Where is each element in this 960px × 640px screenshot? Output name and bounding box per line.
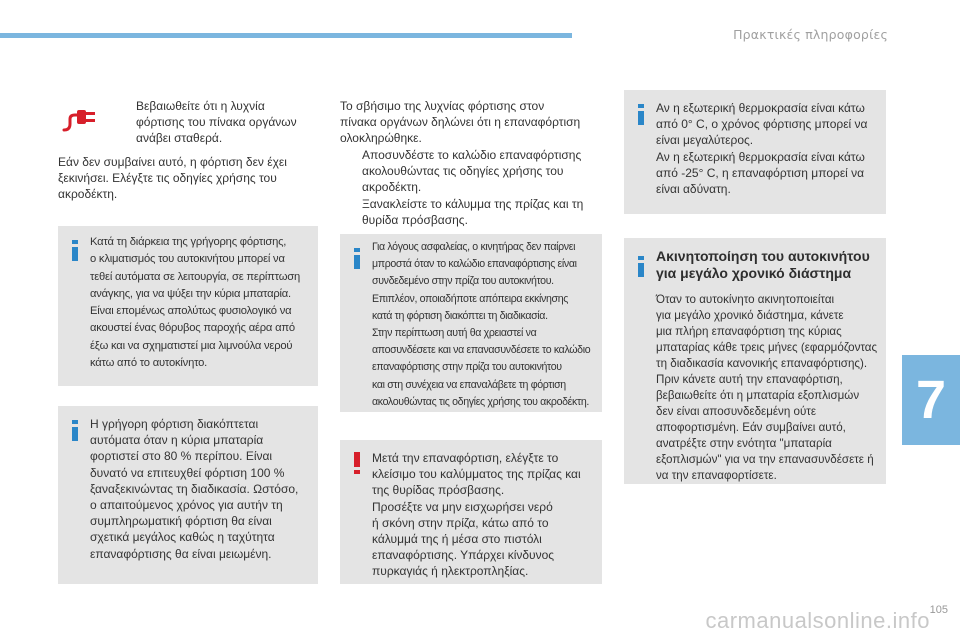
watermark: carmanualsonline.info — [705, 608, 930, 633]
info-line: επαναφόρτισης στην πρίζα του αυτοκινήτου — [372, 361, 562, 374]
info-line: έξω και να σχηματιστεί μια λιμνούλα νερού — [90, 339, 293, 352]
immobilisation-title: Ακινητοποίηση του αυτοκινήτου — [656, 248, 870, 264]
info-line: αποσυνδέσετε και να επανασυνδέσετε το καλώδιο — [372, 344, 591, 357]
para-line: πίνακα οργάνων δηλώνει ότι η επαναφόρτιση — [340, 115, 581, 129]
info-line: κάτω από το αυτοκίνητο. — [90, 357, 208, 370]
warning-icon — [354, 452, 360, 474]
para-line: ολοκληρώθηκε. — [340, 131, 422, 145]
info-line: τη διαδικασία κανονικής επαναφόρτισης). — [656, 357, 868, 370]
info-line: Όταν το αυτοκίνητο ακινητοποιείται — [656, 293, 835, 306]
info-icon — [72, 240, 78, 261]
info-box-safety — [340, 234, 602, 412]
not-started-paragraph — [58, 154, 287, 202]
info-line: Η γρήγορη φόρτιση διακόπτεται — [90, 417, 259, 431]
info-line: από -25° C, η επαναφόρτιση μπορεί να — [656, 165, 865, 180]
info-line: Αν η εξωτερική θερμοκρασία είναι κάτω — [656, 101, 865, 115]
info-line: Για λόγους ασφαλείας, ο κινητήρας δεν παίρνει — [372, 241, 576, 253]
info-icon — [72, 420, 78, 441]
info-line: ο απαιτούμενος χρόνος για αυτήν τη — [90, 498, 283, 513]
info-line: μια πλήρη επαναφόρτιση της κύριας — [656, 325, 842, 338]
para-line: ξεκινήσει. Ελέγξτε τις οδηγίες χρήσης του — [58, 171, 277, 185]
bullet-line: Βεβαιωθείτε ότι η λυχνία — [136, 99, 265, 113]
warning-line: κάλυμμά της ή μέσα στο πιστόλι — [372, 532, 542, 547]
warning-line: Μετά την επαναφόρτιση, ελέγξτε το — [372, 451, 559, 465]
info-line: Πριν κάνετε αυτή την επαναφόρτιση, — [656, 373, 843, 386]
warning-box-water — [340, 440, 602, 584]
info-line: Είναι επομένως απολύτως φυσιολογικό να — [90, 305, 292, 318]
close-cover-bullet — [340, 196, 583, 228]
info-icon — [354, 248, 360, 269]
info-line: είναι αδύνατη. — [656, 182, 731, 197]
info-line: Κατά τη διάρκεια της γρήγορης φόρτισης, — [90, 236, 287, 248]
para-line: Το σβήσιμο της λυχνίας φόρτισης στον — [340, 99, 545, 113]
chapter-tab — [902, 355, 960, 445]
bullet-line: θυρίδα πρόσβασης. — [362, 213, 468, 227]
info-line: ακουστεί ένας θόρυβος παροχής αέρα από — [90, 322, 295, 335]
info-line: να την επαναφορτίσετε. — [656, 469, 777, 482]
warning-line: πυρκαγιάς ή ηλεκτροπληξίας. — [372, 564, 529, 579]
info-line: ο κλιματισμός του αυτοκινήτου μπορεί να — [90, 253, 285, 266]
info-line: επαναφόρτισης θα είναι μειωμένη. — [90, 546, 272, 561]
info-line: ανατρέξτε στην ενότητα "μπαταρία — [656, 437, 832, 450]
info-line: βεβαιωθείτε ότι η μπαταρία εξοπλισμών — [656, 389, 860, 402]
info-line: ξαναξεκινώντας τη διαδικασία. Ωστόσο, — [90, 481, 299, 496]
info-line: φορτιστεί στο 80 % περίπου. Είναι — [90, 449, 273, 464]
bullet-line: ανάβει σταθερά. — [136, 131, 223, 145]
info-line: σχετικά μεγάλος καθώς η ταχύτητα — [90, 530, 275, 545]
immobilisation-title: για μεγάλο χρονικό διάστημα — [656, 265, 852, 281]
header-accent-bar — [0, 33, 572, 38]
info-line: δυνατό να επιτευχθεί φόρτιση 100 % — [90, 465, 285, 480]
info-line: Αν η εξωτερική θερμοκρασία είναι κάτω — [656, 149, 865, 164]
warning-line: ή σκόνη στην πρίζα, κάτω από το — [372, 515, 549, 530]
warning-line: Προσέξτε να μην εισχωρήσει νερό — [372, 499, 553, 514]
bullet-line: ακροδέκτη. — [362, 180, 422, 194]
info-line: συνδεδεμένο στην πρίζα του αυτοκινήτου. — [372, 275, 554, 288]
info-line: δεν είναι αποσυνδεδεμένη ούτε — [656, 405, 817, 418]
warning-line: κλείσιμο του καλύμματος της πρίζας και — [372, 467, 581, 482]
chapter-number: 7 — [915, 370, 947, 430]
info-line: ακολουθώντας τις οδηγίες χρήσης του ακροδέκτη. — [372, 395, 589, 408]
para-line: ακροδέκτη. — [58, 187, 118, 201]
info-line: μπαταρίας κάθε τρεις μήνες (εφαρμόζοντας — [656, 341, 878, 354]
running-head: Πρακτικές πληροφορίες — [733, 27, 888, 42]
info-icon — [638, 256, 644, 277]
bullet-line: Ξανακλείστε το κάλυμμα της πρίζας και τη — [362, 197, 584, 211]
info-line: εξοπλισμών" για να την επανασυνδέσετε ή — [656, 453, 874, 466]
page-number: 105 — [929, 604, 948, 616]
bullet-line: Αποσυνδέστε το καλώδιο επαναφόρτισης — [362, 148, 582, 162]
info-box-temperature — [624, 90, 886, 214]
warning-line: της θυρίδας πρόσβασης. — [372, 483, 505, 498]
charging-plug-icon — [62, 106, 98, 134]
info-line: από 0° C, ο χρόνος φόρτισης μπορεί να — [656, 117, 868, 132]
info-line: αυτόματα όταν η κύρια μπαταρία — [90, 433, 264, 448]
info-box-fast-charge — [58, 406, 318, 584]
info-line: τεθεί αυτόματα σε λειτουργία, σε περίπτωση — [90, 270, 300, 283]
warning-line: επαναφόρτισης. Υπάρχει κίνδυνος — [372, 548, 555, 563]
info-line: αποφορτισμένη. Εάν συμβαίνει αυτό, — [656, 421, 846, 434]
bullet-line: ακολουθώντας τις οδηγίες χρήσης του — [362, 164, 564, 178]
check-lamp-bullet — [114, 98, 297, 146]
info-box-immobilisation — [624, 238, 886, 484]
info-icon — [638, 104, 644, 125]
info-box-air-conditioning — [58, 226, 318, 386]
bullet-line: φόρτισης του πίνακα οργάνων — [136, 115, 297, 129]
info-line: ανάγκης, για να ψύξει την κύρια μπαταρία. — [90, 287, 291, 300]
para-line: Εάν δεν συμβαίνει αυτό, η φόρτιση δεν έχει — [58, 155, 287, 169]
disconnect-bullet — [340, 147, 581, 195]
info-line: κατά τη φόρτιση διακόπτει τη διαδικασία. — [372, 309, 548, 322]
charge-complete-paragraph — [340, 98, 580, 146]
info-line: είναι μεγαλύτερος. — [656, 133, 754, 148]
info-line: Στην περίπτωση αυτή θα χρειαστεί να — [372, 327, 537, 340]
info-line: και στη συνέχεια να επαναλάβετε τη φόρτιση — [372, 378, 566, 391]
info-line: μπροστά όταν το καλώδιο επαναφόρτισης είναι — [372, 258, 577, 271]
info-line: Επιπλέον, οποιαδήποτε απόπειρα εκκίνησης — [372, 292, 568, 305]
info-line: για μεγάλο χρονικό διάστημα, κάνετε — [656, 309, 844, 322]
info-line: συμπληρωματική φόρτιση θα είναι — [90, 514, 272, 529]
